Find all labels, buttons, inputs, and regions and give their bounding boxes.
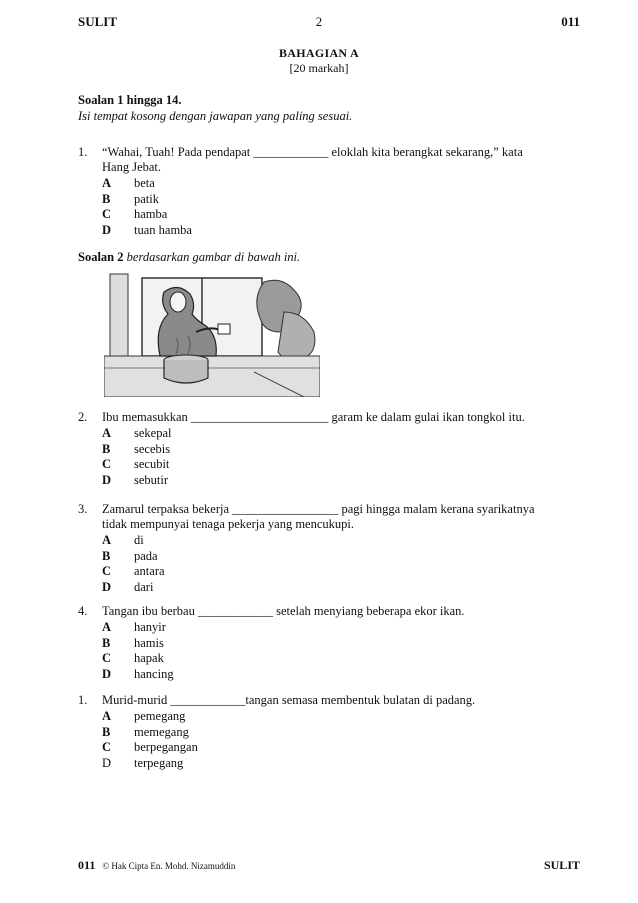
question-number: 1. — [78, 693, 88, 707]
option-text: berpegangan — [134, 740, 198, 754]
section-title: BAHAGIAN A — [278, 46, 359, 60]
options — [102, 176, 578, 238]
question-stem — [102, 604, 578, 619]
option-letter: C — [102, 651, 112, 665]
option-letter: A — [102, 620, 112, 634]
option-text: memegang — [134, 724, 189, 739]
option-b[interactable] — [102, 636, 578, 652]
option-letter: A — [102, 176, 112, 190]
option-letter: D — [102, 755, 112, 770]
section-marks: [20 markah] — [289, 61, 349, 75]
option-letter: B — [102, 191, 111, 206]
option-letter: B — [102, 724, 111, 739]
question-stem — [102, 502, 578, 532]
option-c[interactable] — [102, 457, 578, 473]
stem-line: Zamarul terpaksa bekerja _________________ pagi hingga malam kerana syarikatnya — [102, 502, 535, 516]
option-text: sebutir — [134, 472, 169, 487]
option-text: di — [134, 533, 144, 547]
option-text: hanyir — [134, 620, 166, 634]
option-text: secebis — [134, 441, 171, 456]
header-left-sulit: SULIT — [78, 14, 118, 29]
stem-line: tidak mempunyai tenaga pekerja yang mencukupi. — [102, 517, 354, 531]
question-stem — [102, 410, 578, 425]
option-letter: C — [102, 564, 112, 578]
option-letter: D — [102, 222, 112, 237]
picture-prompt — [78, 250, 300, 265]
option-text: antara — [134, 564, 165, 578]
option-letter: C — [102, 207, 112, 221]
question-5 — [78, 693, 578, 771]
option-text: pemegang — [134, 709, 186, 723]
option-text: beta — [134, 176, 155, 190]
option-a[interactable] — [102, 709, 578, 725]
option-c[interactable] — [102, 207, 578, 223]
option-d[interactable] — [102, 580, 578, 596]
option-d[interactable] — [102, 223, 578, 239]
option-d[interactable] — [102, 756, 578, 772]
option-d[interactable] — [102, 667, 578, 683]
option-letter: B — [102, 441, 111, 456]
option-text: hamba — [134, 207, 168, 221]
question-number: 1. — [78, 145, 88, 159]
page-number: 2 — [315, 14, 323, 29]
option-text: pada — [134, 548, 158, 563]
option-letter: B — [102, 635, 111, 650]
option-d[interactable] — [102, 473, 578, 489]
option-text: dari — [134, 579, 154, 594]
question-4 — [78, 604, 578, 682]
options — [102, 426, 578, 488]
option-text: hapak — [134, 651, 164, 665]
picture-prompt-bold: Soalan 2 — [78, 250, 124, 264]
option-a[interactable] — [102, 533, 578, 549]
option-c[interactable] — [102, 651, 578, 667]
stem-line: “Wahai, Tuah! Pada pendapat ____________ eloklah kita berangkat sekarang,” kata — [102, 145, 523, 159]
options — [102, 533, 578, 595]
question-3 — [78, 502, 578, 595]
footer-code: 011 — [78, 858, 96, 872]
option-letter: D — [102, 666, 112, 681]
option-letter: C — [102, 457, 112, 471]
option-letter: D — [102, 472, 112, 487]
option-a[interactable] — [102, 426, 578, 442]
options — [102, 620, 578, 682]
option-text: patik — [134, 191, 159, 206]
option-letter: A — [102, 709, 112, 723]
option-text: terpegang — [134, 755, 184, 770]
question-number: 2. — [78, 410, 88, 424]
option-letter: D — [102, 579, 112, 594]
option-text: tuan hamba — [134, 222, 192, 237]
stem-line: Tangan ibu berbau ____________ setelah menyiang beberapa ekor ikan. — [102, 604, 465, 618]
option-letter: B — [102, 548, 111, 563]
instruction-text: Isi tempat kosong dengan jawapan yang paling sesuai. — [78, 109, 353, 123]
question-number: 4. — [78, 604, 88, 618]
option-text: secubit — [134, 457, 170, 471]
option-b[interactable] — [102, 549, 578, 565]
option-text: hancing — [134, 666, 174, 681]
question-stem — [102, 693, 578, 708]
option-letter: A — [102, 426, 112, 440]
header-right-code: 011 — [561, 14, 580, 29]
option-text: sekepal — [134, 426, 172, 440]
option-b[interactable] — [102, 725, 578, 741]
option-b[interactable] — [102, 192, 578, 208]
question-number: 3. — [78, 502, 88, 516]
footer-left — [78, 858, 235, 873]
option-letter: C — [102, 740, 112, 754]
cooking-illustration — [104, 272, 320, 397]
options — [102, 709, 578, 771]
option-a[interactable] — [102, 176, 578, 192]
option-c[interactable] — [102, 740, 578, 756]
question-stem — [102, 145, 578, 175]
stem-line: Hang Jebat. — [102, 160, 162, 174]
question-2 — [78, 410, 578, 488]
question-1 — [78, 145, 578, 238]
picture-prompt-italic: berdasarkan gambar di bawah ini. — [126, 250, 301, 264]
option-c[interactable] — [102, 564, 578, 580]
option-text: hamis — [134, 635, 164, 650]
stem-line: Ibu memasukkan ______________________ garam ke dalam gulai ikan tongkol itu. — [102, 410, 525, 424]
footer-right-sulit: SULIT — [543, 858, 580, 872]
stem-line: Murid-murid ____________tangan semasa membentuk bulatan di padang. — [102, 693, 476, 707]
option-a[interactable] — [102, 620, 578, 636]
option-b[interactable] — [102, 442, 578, 458]
footer-copyright: © Hak Cipta En. Mohd. Nizamuddin — [102, 861, 236, 871]
option-letter: A — [102, 533, 112, 547]
instruction-range: Soalan 1 hingga 14. — [78, 93, 182, 107]
